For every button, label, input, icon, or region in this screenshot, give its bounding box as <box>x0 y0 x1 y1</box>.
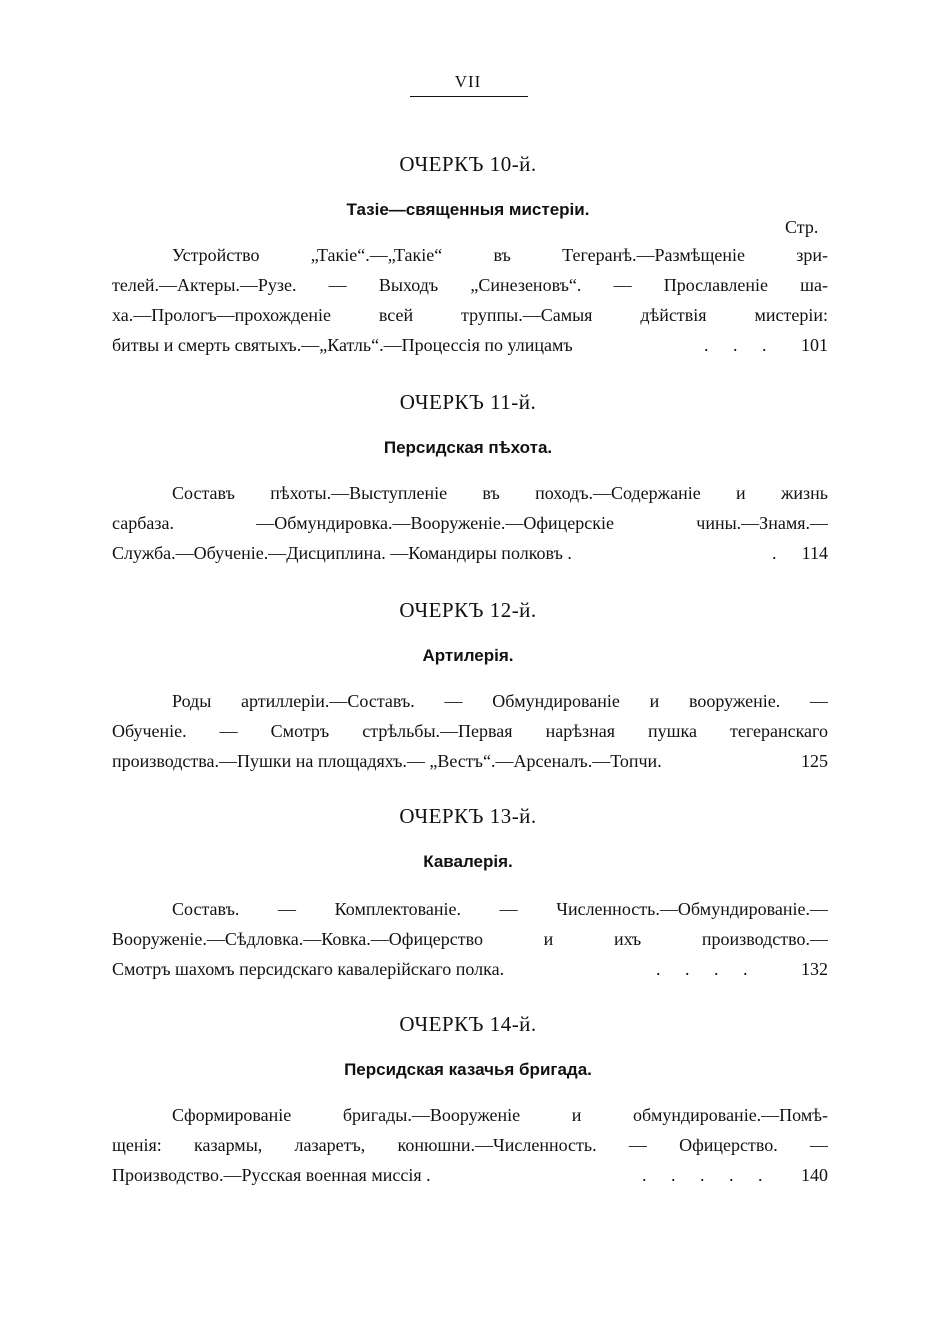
section-title: Кавалерія. <box>423 852 513 871</box>
section-heading: ОЧЕРКЪ 13-й. <box>399 804 537 828</box>
section-summary <box>112 894 828 984</box>
page-reference: 101 <box>801 335 828 355</box>
summary-line: телей.—Актеры.—Рузе. — Выходъ „Синезеновъ“. — Прославленіе ша- <box>112 275 828 295</box>
summary-line: Вооруженіе.—Сѣдловка.—Ковка.—Офицерство и ихъ производство.— <box>112 929 828 949</box>
page-reference: 125 <box>801 751 828 771</box>
section-title: Артилерія. <box>422 646 514 665</box>
page-number-rule <box>410 96 528 97</box>
section-summary <box>112 478 828 568</box>
summary-line: Составъ. — Комплектованіе. — Численность.—Обмундированіе.— <box>172 899 828 919</box>
summary-line <box>112 1160 828 1190</box>
summary-line-text: Производство.—Русская военная миссія . <box>112 1165 431 1185</box>
summary-line <box>112 954 828 984</box>
section-heading: ОЧЕРКЪ 10-й. <box>399 152 537 176</box>
summary-line: Сформированіе бригады.—Вооруженіе и обмундированіе.—Помѣ- <box>172 1105 828 1125</box>
summary-line-text: Служба.—Обученіе.—Дисциплина. —Командиры полковъ . <box>112 543 572 563</box>
section-heading: ОЧЕРКЪ 14-й. <box>399 1012 537 1036</box>
page-reference: 140 <box>801 1165 828 1185</box>
section-title: Персидская пѣхота. <box>383 438 553 457</box>
summary-line: ха.—Прологъ—прохожденіе всей труппы.—Самыя дѣйствія мистеріи: <box>112 305 828 325</box>
summary-line: сарбаза. —Обмундировка.—Вооруженіе.—Офицерскіе чины.—Знамя.— <box>112 513 828 533</box>
leader-dots: . . . . . <box>642 1165 773 1185</box>
page-column-label: Стр. <box>785 217 819 237</box>
section-title: Персидская казачья бригада. <box>344 1060 592 1079</box>
summary-line: Роды артиллеріи.—Составъ. — Обмундированіе и вооруженіе. — <box>172 691 828 711</box>
leader-dots: . . . . <box>656 959 758 979</box>
summary-line-text: битвы и смерть святыхъ.—„Катль“.—Процессія по улицамъ <box>112 335 573 355</box>
section-title: Тазіе—священныя мистеріи. <box>346 200 590 219</box>
summary-line: щенія: казармы, лазаретъ, конюшни.—Численность. — Офицерство. — <box>112 1135 828 1155</box>
page-number: VII <box>454 72 482 91</box>
page-reference: 114 <box>801 543 828 563</box>
summary-line-text: производства.—Пушки на площадяхъ.— „Вестъ“.—Арсеналъ.—Топчи. <box>112 751 662 771</box>
summary-line <box>112 538 828 568</box>
summary-line <box>112 746 828 776</box>
summary-line-text: Смотръ шахомъ персидскаго кавалерійскаго полка. <box>112 959 505 979</box>
section-summary <box>112 240 828 360</box>
summary-line: Обученіе. — Смотръ стрѣльбы.—Первая нарѣзная пушка тегеранскаго <box>112 721 828 741</box>
section-heading: ОЧЕРКЪ 12-й. <box>399 598 537 622</box>
summary-line: Составъ пѣхоты.—Выступленіе въ походъ.—Содержаніе и жизнь <box>172 483 828 503</box>
leader-dots: . <box>772 543 787 563</box>
summary-line <box>112 330 828 360</box>
section-summary <box>112 1100 828 1190</box>
page-reference: 132 <box>801 959 828 979</box>
leader-dots: . . . <box>704 335 777 355</box>
section-heading: ОЧЕРКЪ 11-й. <box>399 390 537 414</box>
section-summary <box>112 686 828 776</box>
summary-line: Устройство „Такіе“.—„Такіе“ въ Тегеранѣ.—Размѣщеніе зри- <box>172 245 828 265</box>
